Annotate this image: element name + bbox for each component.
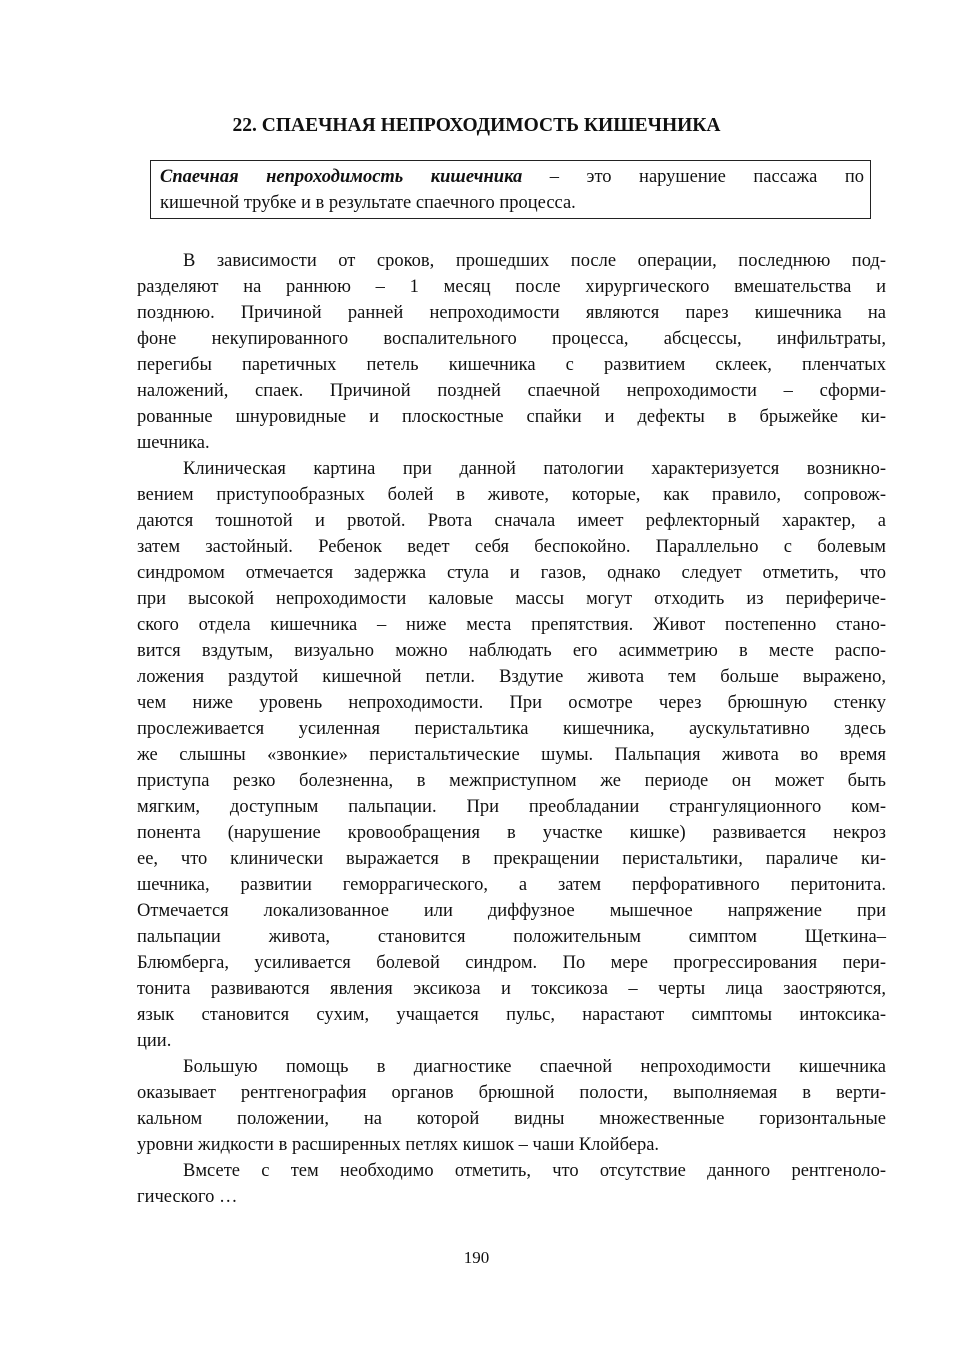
text-line: Вмсете с тем необходимо отметить, что отсутствие данного рентгеноло- [183, 1161, 886, 1181]
text-line: же слышны «звонкие» перистальтические шумы. Пальпация живота во время [137, 745, 886, 765]
text-line: синдромом отмечается задержка стула и газов, однако следует отметить, что [137, 563, 886, 583]
text-line: уровни жидкости в расширенных петлях кишок – чаши Клойбера. [137, 1135, 660, 1155]
text-line: вится вздутым, визуально можно наблюдать его асимметрию в месте распо- [137, 641, 886, 661]
definition-text: – это нарушение пассажа по [522, 167, 865, 187]
text-line: чем ниже уровень непроходимости. При осмотре через брюшную стенку [137, 693, 886, 713]
text-line: кальном положении, на которой видны множественные горизонтальные [137, 1109, 886, 1129]
text-line: пальпации живота, становится положительным симптом Щеткина– [137, 927, 886, 947]
text-line: гического … [137, 1187, 238, 1207]
chapter-title: 22. СПАЕЧНАЯ НЕПРОХОДИМОСТЬ КИШЕЧНИКА [232, 115, 721, 136]
text-line: Отмечается локализованное или диффузное мышечное напряжение при [137, 901, 886, 921]
text-line: В зависимости от сроков, прошедших после операции, последнюю под- [183, 251, 886, 271]
text-line: шечника, развитии геморрагического, а затем перфоративного перитонита. [137, 875, 886, 895]
text-line: рованные шнуровидные и плоскостные спайки и дефекты в брыжейке ки- [137, 407, 886, 427]
definition-line-2: кишечной трубке и в результате спаечного процесса. [160, 193, 576, 213]
text-line: оказывает рентгенография органов брюшной полости, выполняемая в верти- [137, 1083, 886, 1103]
definition-line-1 [160, 164, 864, 190]
text-line: понента (нарушение кровообращения в участке кишке) развивается некроз [137, 823, 886, 843]
text-line: Блюмберга, усиливается болевой синдром. По мере прогрессирования пери- [137, 953, 886, 973]
page-number: 190 [463, 1248, 490, 1267]
text-line: разделяют на раннюю – 1 месяц после хирургического вмешательства и [137, 277, 886, 297]
text-line: даются тошнотой и рвотой. Рвота сначала имеет рефлекторный характер, а [137, 511, 886, 531]
text-line: тонита развиваются явления эксикоза и токсикоза – черты лица заостряются, [137, 979, 886, 999]
text-line: шечника. [137, 433, 210, 453]
text-line: ее, что клинически выражается в прекращении перистальтики, параличе ки- [137, 849, 886, 869]
text-line: затем застойный. Ребенок ведет себя беспокойно. Параллельно с болевым [137, 537, 886, 557]
text-line: ции. [137, 1031, 172, 1051]
text-line: приступа резко болезненна, в межприступном же периоде он может быть [137, 771, 886, 791]
text-line: наложений, спаек. Причиной поздней спаечной непроходимости – сформи- [137, 381, 886, 401]
text-line: при высокой непроходимости каловые массы могут отходить из перифериче- [137, 589, 886, 609]
definition-box [150, 160, 871, 219]
text-line: прослеживается усиленная перистальтика кишечника, аускультативно здесь [137, 719, 886, 739]
text-line: позднюю. Причиной ранней непроходимости являются парез кишечника на [137, 303, 886, 323]
text-line: перегибы паретичных петель кишечника с развитием склеек, пленчатых [137, 355, 886, 375]
text-line: Большую помощь в диагностике спаечной непроходимости кишечника [183, 1057, 886, 1077]
text-line: ложения раздутой кишечной петли. Вздутие живота тем больше выражено, [137, 667, 886, 687]
text-line: язык становится сухим, учащается пульс, нарастают симптомы интоксика- [137, 1005, 886, 1025]
text-line: фоне некупированного воспалительного процесса, абсцессы, инфильтраты, [137, 329, 886, 349]
text-line: ского отдела кишечника – ниже места препятствия. Живот постепенно стано- [137, 615, 886, 635]
text-line: Клиническая картина при данной патологии характеризуется возникно- [183, 459, 886, 479]
text-line: вением приступообразных болей в животе, которые, как правило, сопровож- [137, 485, 886, 505]
definition-term: Спаечная непроходимость кишечника [160, 167, 523, 187]
text-line: мягким, доступным пальпации. При преобладании странгуляционного ком- [137, 797, 886, 817]
